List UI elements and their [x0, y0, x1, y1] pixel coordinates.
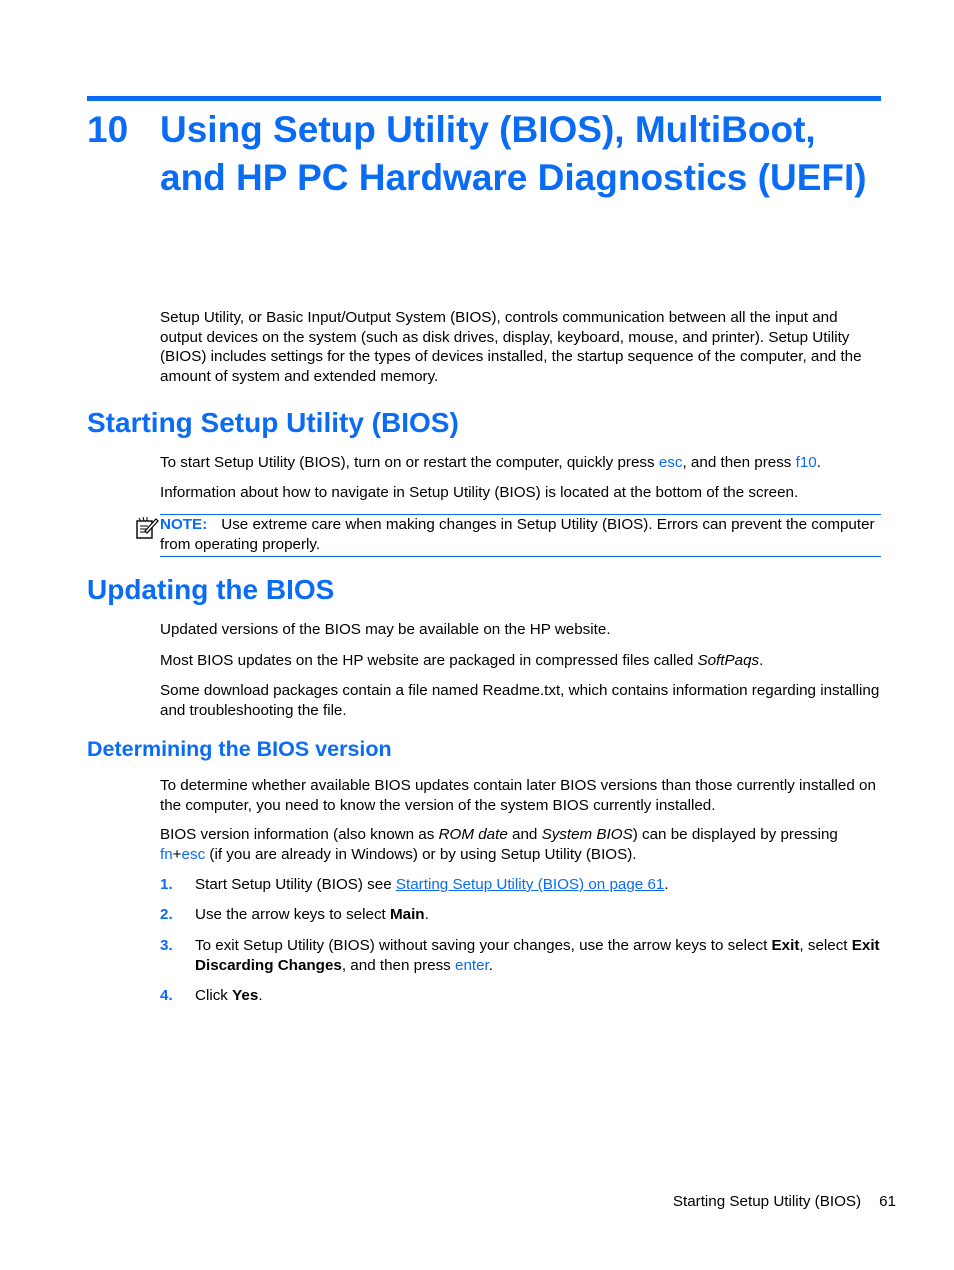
subsection-heading-determining: Determining the BIOS version	[87, 737, 392, 761]
list-item: 3. To exit Setup Utility (BIOS) without saving your changes, use the arrow keys to select Exit, select Exit Discarding Changes, and then press enter.	[160, 937, 880, 974]
key-enter: enter	[455, 956, 489, 974]
starting-paragraph-2: Information about how to navigate in Setup Utility (BIOS) is located at the bottom of the screen.	[160, 484, 799, 501]
note-label: NOTE:	[160, 516, 208, 533]
step-number: 2.	[160, 906, 173, 923]
determining-paragraph-1: To determine whether available BIOS updates contain later BIOS versions than those currently installed on the computer, you need to know the version of the system BIOS currently installed.	[160, 777, 876, 814]
key-f10: f10	[795, 454, 817, 471]
section-heading-starting: Starting Setup Utility (BIOS)	[87, 407, 459, 438]
note-box	[160, 514, 881, 557]
page-footer	[600, 1192, 896, 1211]
step-number: 1.	[160, 876, 173, 893]
note-text: NOTE: Use extreme care when making changes in Setup Utility (BIOS). Errors can prevent the computer from operating properly.	[160, 516, 875, 553]
note-icon	[135, 516, 159, 540]
section-heading-updating: Updating the BIOS	[87, 574, 335, 605]
key-esc-2: esc	[181, 845, 206, 863]
starting-paragraph-1: To start Setup Utility (BIOS), turn on or restart the computer, quickly press esc, and then press f10.	[160, 454, 821, 471]
footer-section-title: Starting Setup Utility (BIOS)	[672, 1193, 862, 1210]
chapter-heading: Using Setup Utility (BIOS), MultiBoot, and HP PC Hardware Diagnostics (UEFI)	[160, 109, 867, 198]
list-item: 4. Click Yes.	[160, 987, 263, 1004]
chapter-number: 10	[87, 109, 129, 150]
softpaqs-term: SoftPaqs	[697, 652, 760, 669]
step-number: 4.	[160, 987, 173, 1004]
key-esc: esc	[658, 454, 683, 471]
intro-paragraph: Setup Utility, or Basic Input/Output System (BIOS), controls communication between all the input and output devices on the system (such as disk drives, display, keyboard, mouse, and printer). Setup Utility (BIOS) includes settings for the types of devices installed, the startup sequence of the computer, and the amount of system and extended memory.	[160, 309, 862, 385]
updating-paragraph-1: Updated versions of the BIOS may be available on the HP website.	[160, 621, 611, 638]
list-item: 1. Start Setup Utility (BIOS) see Starting Setup Utility (BIOS) on page 61.	[160, 876, 669, 893]
determining-paragraph-2: BIOS version information (also known as ROM date and System BIOS) can be displayed by pressing fn+esc (if you are already in Windows) or by using Setup Utility (BIOS).	[160, 826, 838, 863]
chapter-rule	[87, 96, 881, 101]
updating-paragraph-2: Most BIOS updates on the HP website are packaged in compressed files called SoftPaqs.	[160, 652, 764, 669]
page-number: 61	[879, 1193, 896, 1210]
key-fn: fn	[160, 845, 173, 863]
list-item: 2. Use the arrow keys to select Main.	[160, 906, 429, 923]
step-number: 3.	[160, 937, 173, 954]
updating-paragraph-3: Some download packages contain a file named Readme.txt, which contains information regarding installing and troubleshooting the file.	[160, 682, 880, 719]
cross-reference-link[interactable]: Starting Setup Utility (BIOS) on page 61	[395, 876, 665, 893]
